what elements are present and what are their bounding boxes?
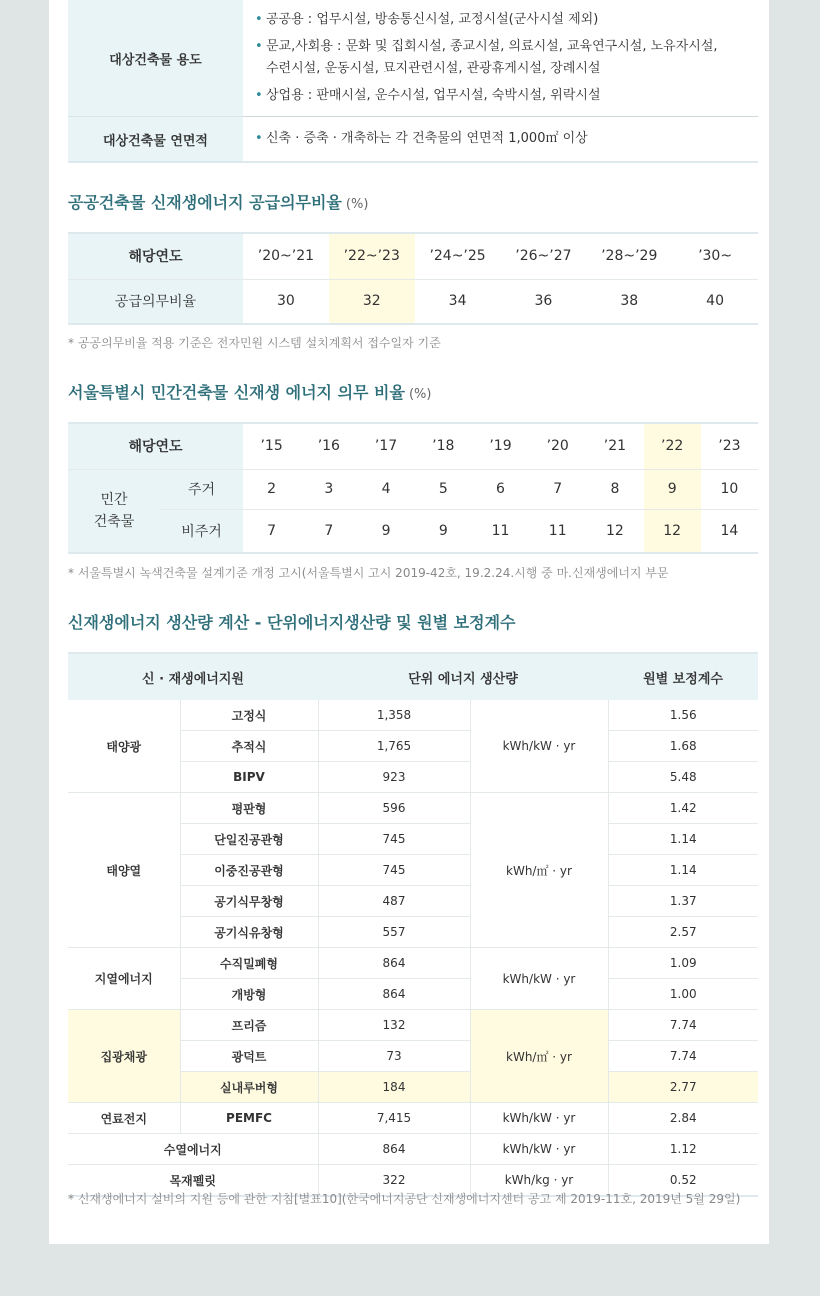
seoul-year: ’17 — [374, 438, 398, 455]
calc-table — [68, 652, 758, 1197]
calc-prod: 745 — [318, 855, 470, 886]
seoul-year: ’19 — [489, 438, 512, 455]
calc-coef: 7.74 — [608, 1041, 758, 1072]
area-value — [243, 117, 758, 163]
seoul-header-label: 해당연도 — [68, 423, 243, 469]
public-value: 40 — [672, 279, 758, 324]
calc-coef: 1.56 — [608, 700, 758, 731]
calc-title: 신재생에너지 생산량 계산 - 단위에너지생산량 및 원별 보정계수 — [68, 613, 516, 632]
seoul-ratio-table — [68, 422, 758, 554]
public-value: 38 — [586, 279, 672, 324]
seoul-year: ’18 — [432, 438, 455, 455]
seoul-value: 7 — [243, 509, 300, 553]
public-ratio-note: * 공공의무비율 적용 기준은 전자민원 시스템 설치계획서 접수일자 기준 — [68, 336, 441, 350]
area-label: 대상건축물 연면적 — [68, 117, 243, 163]
public-ratio-table — [68, 232, 758, 325]
calc-prod: 487 — [318, 886, 470, 917]
calc-prod: 322 — [318, 1165, 470, 1197]
seoul-year: ’15 — [260, 438, 283, 455]
calc-coef: 1.14 — [608, 824, 758, 855]
seoul-row-nonresidential-label: 비주거 — [160, 509, 243, 553]
calc-header-source: 신 · 재생에너지원 — [68, 653, 318, 700]
public-year: ’26~’27 — [515, 248, 572, 265]
seoul-value: 7 — [529, 469, 586, 509]
calc-group-hydro: 수열에너지 — [68, 1134, 318, 1165]
calc-sub: 이중진공관형 — [180, 855, 318, 886]
calc-coef-highlight: 2.77 — [608, 1072, 758, 1103]
area-item: • 신축 · 증축 · 개축하는 각 건축물의 연면적 1,000㎡ 이상 — [255, 128, 757, 150]
calc-prod: 73 — [318, 1041, 470, 1072]
calc-prod: 745 — [318, 824, 470, 855]
seoul-value: 11 — [529, 509, 586, 553]
calc-coef: 2.57 — [608, 917, 758, 948]
calc-group-solar-pv: 태양광 — [68, 700, 180, 793]
seoul-value-highlight: 9 — [644, 469, 701, 509]
calc-group-fuel: 연료전지 — [68, 1103, 180, 1134]
calc-coef: 1.00 — [608, 979, 758, 1010]
calc-coef: 0.52 — [608, 1165, 758, 1197]
calc-prod: 1,358 — [318, 700, 470, 731]
public-year-highlight: ’22~’23 — [329, 233, 415, 279]
calc-sub: 수직밀폐형 — [180, 948, 318, 979]
calc-section — [68, 610, 758, 633]
calc-sub: 고정식 — [180, 700, 318, 731]
public-year: ’28~’29 — [601, 248, 658, 265]
public-year: ’24~’25 — [429, 248, 486, 265]
calc-prod: 7,415 — [318, 1103, 470, 1134]
seoul-year: ’20 — [546, 438, 569, 455]
seoul-year: ’16 — [317, 438, 340, 455]
seoul-year-highlight: ’22 — [644, 423, 701, 469]
calc-sub: 프리즘 — [180, 1010, 318, 1041]
seoul-ratio-title: 서울특별시 민간건축물 신재생 에너지 의무 비율 (%) — [68, 383, 432, 402]
seoul-value: 8 — [586, 469, 643, 509]
calc-group-pellet: 목재펠릿 — [68, 1165, 318, 1197]
public-ratio-table-wrap — [68, 232, 758, 325]
public-row-label: 공급의무비율 — [68, 279, 243, 324]
calc-unit: kWh/kW · yr — [470, 948, 608, 1010]
seoul-year: ’23 — [718, 438, 741, 455]
usage-table — [68, 0, 758, 163]
calc-sub-highlight: 실내루버형 — [180, 1072, 318, 1103]
calc-coef: 1.42 — [608, 793, 758, 824]
public-ratio-section — [68, 190, 758, 213]
public-value-highlight: 32 — [329, 279, 415, 324]
calc-prod: 923 — [318, 762, 470, 793]
calc-prod: 1,765 — [318, 731, 470, 762]
seoul-value: 9 — [357, 509, 414, 553]
calc-sub: 광덕트 — [180, 1041, 318, 1072]
calc-prod: 864 — [318, 979, 470, 1010]
calc-coef: 2.84 — [608, 1103, 758, 1134]
usage-item-public: • 공공용 : 업무시설, 방송통신시설, 교정시설(군사시설 제외) — [255, 9, 757, 31]
seoul-ratio-table-wrap — [68, 422, 758, 554]
calc-prod: 864 — [318, 1134, 470, 1165]
seoul-value: 6 — [472, 469, 529, 509]
calc-coef: 1.14 — [608, 855, 758, 886]
calc-sub: PEMFC — [180, 1103, 318, 1134]
seoul-value: 11 — [472, 509, 529, 553]
public-year: ’30~ — [698, 248, 733, 265]
calc-sub: 단일진공관형 — [180, 824, 318, 855]
public-value: 34 — [415, 279, 501, 324]
calc-coef: 1.09 — [608, 948, 758, 979]
public-year: ’20~’21 — [257, 248, 315, 265]
calc-sub: 공기식유창형 — [180, 917, 318, 948]
seoul-value: 12 — [586, 509, 643, 553]
calc-coef: 1.37 — [608, 886, 758, 917]
calc-unit: kWh/kW · yr — [470, 1103, 608, 1134]
calc-note: * 신재생에너지 설비의 지원 등에 관한 지침[별표10](한국에너지공단 신재생에너지센터 공고 제 2019-11호, 2019년 5월 29일) — [68, 1192, 741, 1206]
seoul-value: 5 — [415, 469, 472, 509]
calc-group-solar-heat: 태양열 — [68, 793, 180, 948]
seoul-year: ’21 — [603, 438, 627, 455]
calc-sub: 추적식 — [180, 731, 318, 762]
seoul-value: 10 — [701, 469, 758, 509]
content-card — [49, 0, 769, 1244]
seoul-value: 3 — [300, 469, 357, 509]
calc-prod-highlight: 184 — [318, 1072, 470, 1103]
seoul-ratio-note: * 서울특별시 녹색건축물 설계기준 개정 고시(서울특별시 고시 2019-42호, 19.2.24.시행 중 마.신재생에너지 부문 — [68, 566, 669, 580]
usage-item-commercial: • 상업용 : 판매시설, 운수시설, 업무시설, 숙박시설, 위락시설 — [255, 85, 757, 107]
calc-unit: kWh/kW · yr — [470, 700, 608, 793]
usage-value — [243, 0, 758, 117]
calc-coef: 1.12 — [608, 1134, 758, 1165]
usage-table-section — [68, 0, 758, 163]
calc-header-coef: 원별 보정계수 — [608, 653, 758, 700]
seoul-value: 14 — [701, 509, 758, 553]
public-ratio-title: 공공건축물 신재생에너지 공급의무비율 (%) — [68, 193, 369, 212]
public-value: 36 — [500, 279, 586, 324]
calc-sub: 평판형 — [180, 793, 318, 824]
calc-group-daylight: 집광채광 — [68, 1010, 180, 1103]
calc-sub: 공기식무창형 — [180, 886, 318, 917]
calc-table-wrap — [68, 652, 758, 1197]
calc-prod: 557 — [318, 917, 470, 948]
seoul-value: 2 — [243, 469, 300, 509]
calc-header-production: 단위 에너지 생산량 — [318, 653, 608, 700]
calc-unit: kWh/kg · yr — [470, 1165, 608, 1197]
calc-coef: 7.74 — [608, 1010, 758, 1041]
calc-prod: 864 — [318, 948, 470, 979]
calc-prod: 132 — [318, 1010, 470, 1041]
seoul-group-label: 민간 건축물 — [68, 469, 160, 553]
seoul-ratio-section — [68, 380, 758, 403]
usage-item-culture: • 문교,사회용 : 문화 및 집회시설, 종교시설, 의료시설, 교육연구시설, 노유자시설, 수련시설, 운동시설, 묘지관련시설, 관광휴게시설, 장례시설 — [255, 36, 757, 80]
seoul-value-highlight: 12 — [644, 509, 701, 553]
calc-coef: 5.48 — [608, 762, 758, 793]
calc-group-geo: 지열에너지 — [68, 948, 180, 1010]
calc-coef: 1.68 — [608, 731, 758, 762]
calc-unit: kWh/㎡ · yr — [470, 793, 608, 948]
seoul-value: 7 — [300, 509, 357, 553]
calc-prod: 596 — [318, 793, 470, 824]
calc-sub: BIPV — [180, 762, 318, 793]
public-value: 30 — [243, 279, 329, 324]
calc-sub: 개방형 — [180, 979, 318, 1010]
calc-unit: kWh/㎡ · yr — [470, 1010, 608, 1103]
seoul-value: 4 — [357, 469, 414, 509]
usage-label: 대상건축물 용도 — [68, 0, 243, 117]
public-header-label: 해당연도 — [68, 233, 243, 279]
seoul-row-residential-label: 주거 — [160, 469, 243, 509]
seoul-value: 9 — [415, 509, 472, 553]
calc-unit: kWh/kW · yr — [470, 1134, 608, 1165]
